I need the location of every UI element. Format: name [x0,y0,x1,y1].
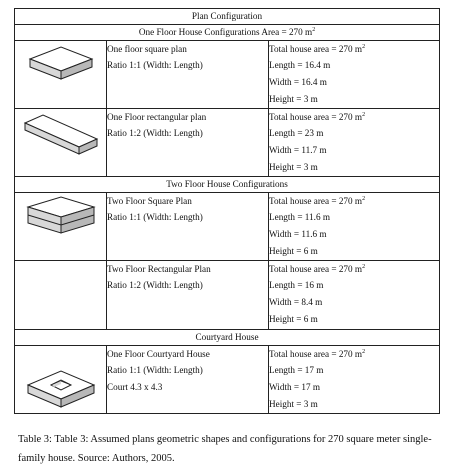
table-caption: Table 3: Table 3: Assumed plans geometric shapes and configurations for 270 square meter single-family house. Source: Authors, 2005. [18,434,432,464]
total-area [269,346,439,362]
width-value: Width = 8.4 m [269,297,323,307]
total-area-text: Total house area = 270 m [269,44,363,54]
plan-name: Two Floor Rectangular Plan [107,264,211,274]
square-slab-icon [26,41,96,85]
table-row [15,346,440,414]
table-row [15,109,440,177]
plan-ratio: Ratio 1:1 (Width: Length) [107,212,203,222]
total-area-text: Total house area = 270 m [269,264,363,274]
courtyard-slab-icon [24,365,98,413]
total-area-sup: 2 [362,348,366,355]
one-floor-section-header [15,25,440,41]
height-value: Height = 6 m [269,246,318,256]
rectangular-slab-icon [21,109,101,157]
height-value: Height = 6 m [269,314,318,324]
width-value: Width = 11.7 m [269,145,327,155]
plan-configuration-table [14,8,440,414]
square-plan-figure-cell [15,41,107,109]
plan-ratio: Ratio 1:1 (Width: Length) [107,60,203,70]
height-value: Height = 3 m [269,399,318,409]
length-value: Length = 23 m [269,128,324,138]
total-area-sup: 2 [362,263,366,270]
row-dimensions [269,109,440,177]
plan-ratio: Ratio 1:2 (Width: Length) [107,128,203,138]
row-dimensions [269,261,440,330]
courtyard-section-header: Courtyard House [15,330,440,346]
total-area-text: Total house area = 270 m [269,112,363,122]
length-value: Length = 11.6 m [269,212,330,222]
total-area [269,109,439,125]
one-floor-header-text: One Floor House Configurations Area = 270 m [138,27,313,37]
table-row [15,193,440,261]
length-value: Length = 16 m [269,280,324,290]
total-area-sup: 2 [362,111,366,118]
one-floor-header-sup: 2 [312,26,316,33]
two-floor-square-figure-cell [15,193,107,261]
table-row [15,261,440,330]
row-dimensions [269,346,440,414]
total-area [269,41,439,57]
row-dimensions [269,193,440,261]
total-area [269,261,439,277]
table-row [15,41,440,109]
empty-figure-cell [15,261,107,330]
row-description [107,261,269,330]
width-value: Width = 17 m [269,382,321,392]
plan-name: One Floor rectangular plan [107,112,207,122]
two-floor-square-slab-icon [24,193,98,237]
courtyard-figure-cell [15,346,107,414]
total-area-text: Total house area = 270 m [269,349,363,359]
height-value: Height = 3 m [269,94,318,104]
row-description [107,109,269,177]
two-floor-section-header: Two Floor House Configurations [15,177,440,193]
total-area-text: Total house area = 270 m [269,196,363,206]
row-description [107,193,269,261]
width-value: Width = 16.4 m [269,77,327,87]
court-size: Court 4.3 x 4.3 [107,382,163,392]
row-description [107,346,269,414]
rectangular-plan-figure-cell [15,109,107,177]
plan-name: One floor square plan [107,44,187,54]
plan-name: Two Floor Square Plan [107,196,192,206]
plan-ratio: Ratio 1:2 (Width: Length) [107,280,203,290]
total-area-sup: 2 [362,43,366,50]
row-dimensions [269,41,440,109]
total-area [269,193,439,209]
height-value: Height = 3 m [269,162,318,172]
plan-ratio: Ratio 1:1 (Width: Length) [107,365,203,375]
length-value: Length = 16.4 m [269,60,331,70]
length-value: Length = 17 m [269,365,324,375]
row-description [107,41,269,109]
plan-name: One Floor Courtyard House [107,349,210,359]
total-area-sup: 2 [362,195,366,202]
width-value: Width = 11.6 m [269,229,327,239]
table-title: Plan Configuration [15,9,440,25]
